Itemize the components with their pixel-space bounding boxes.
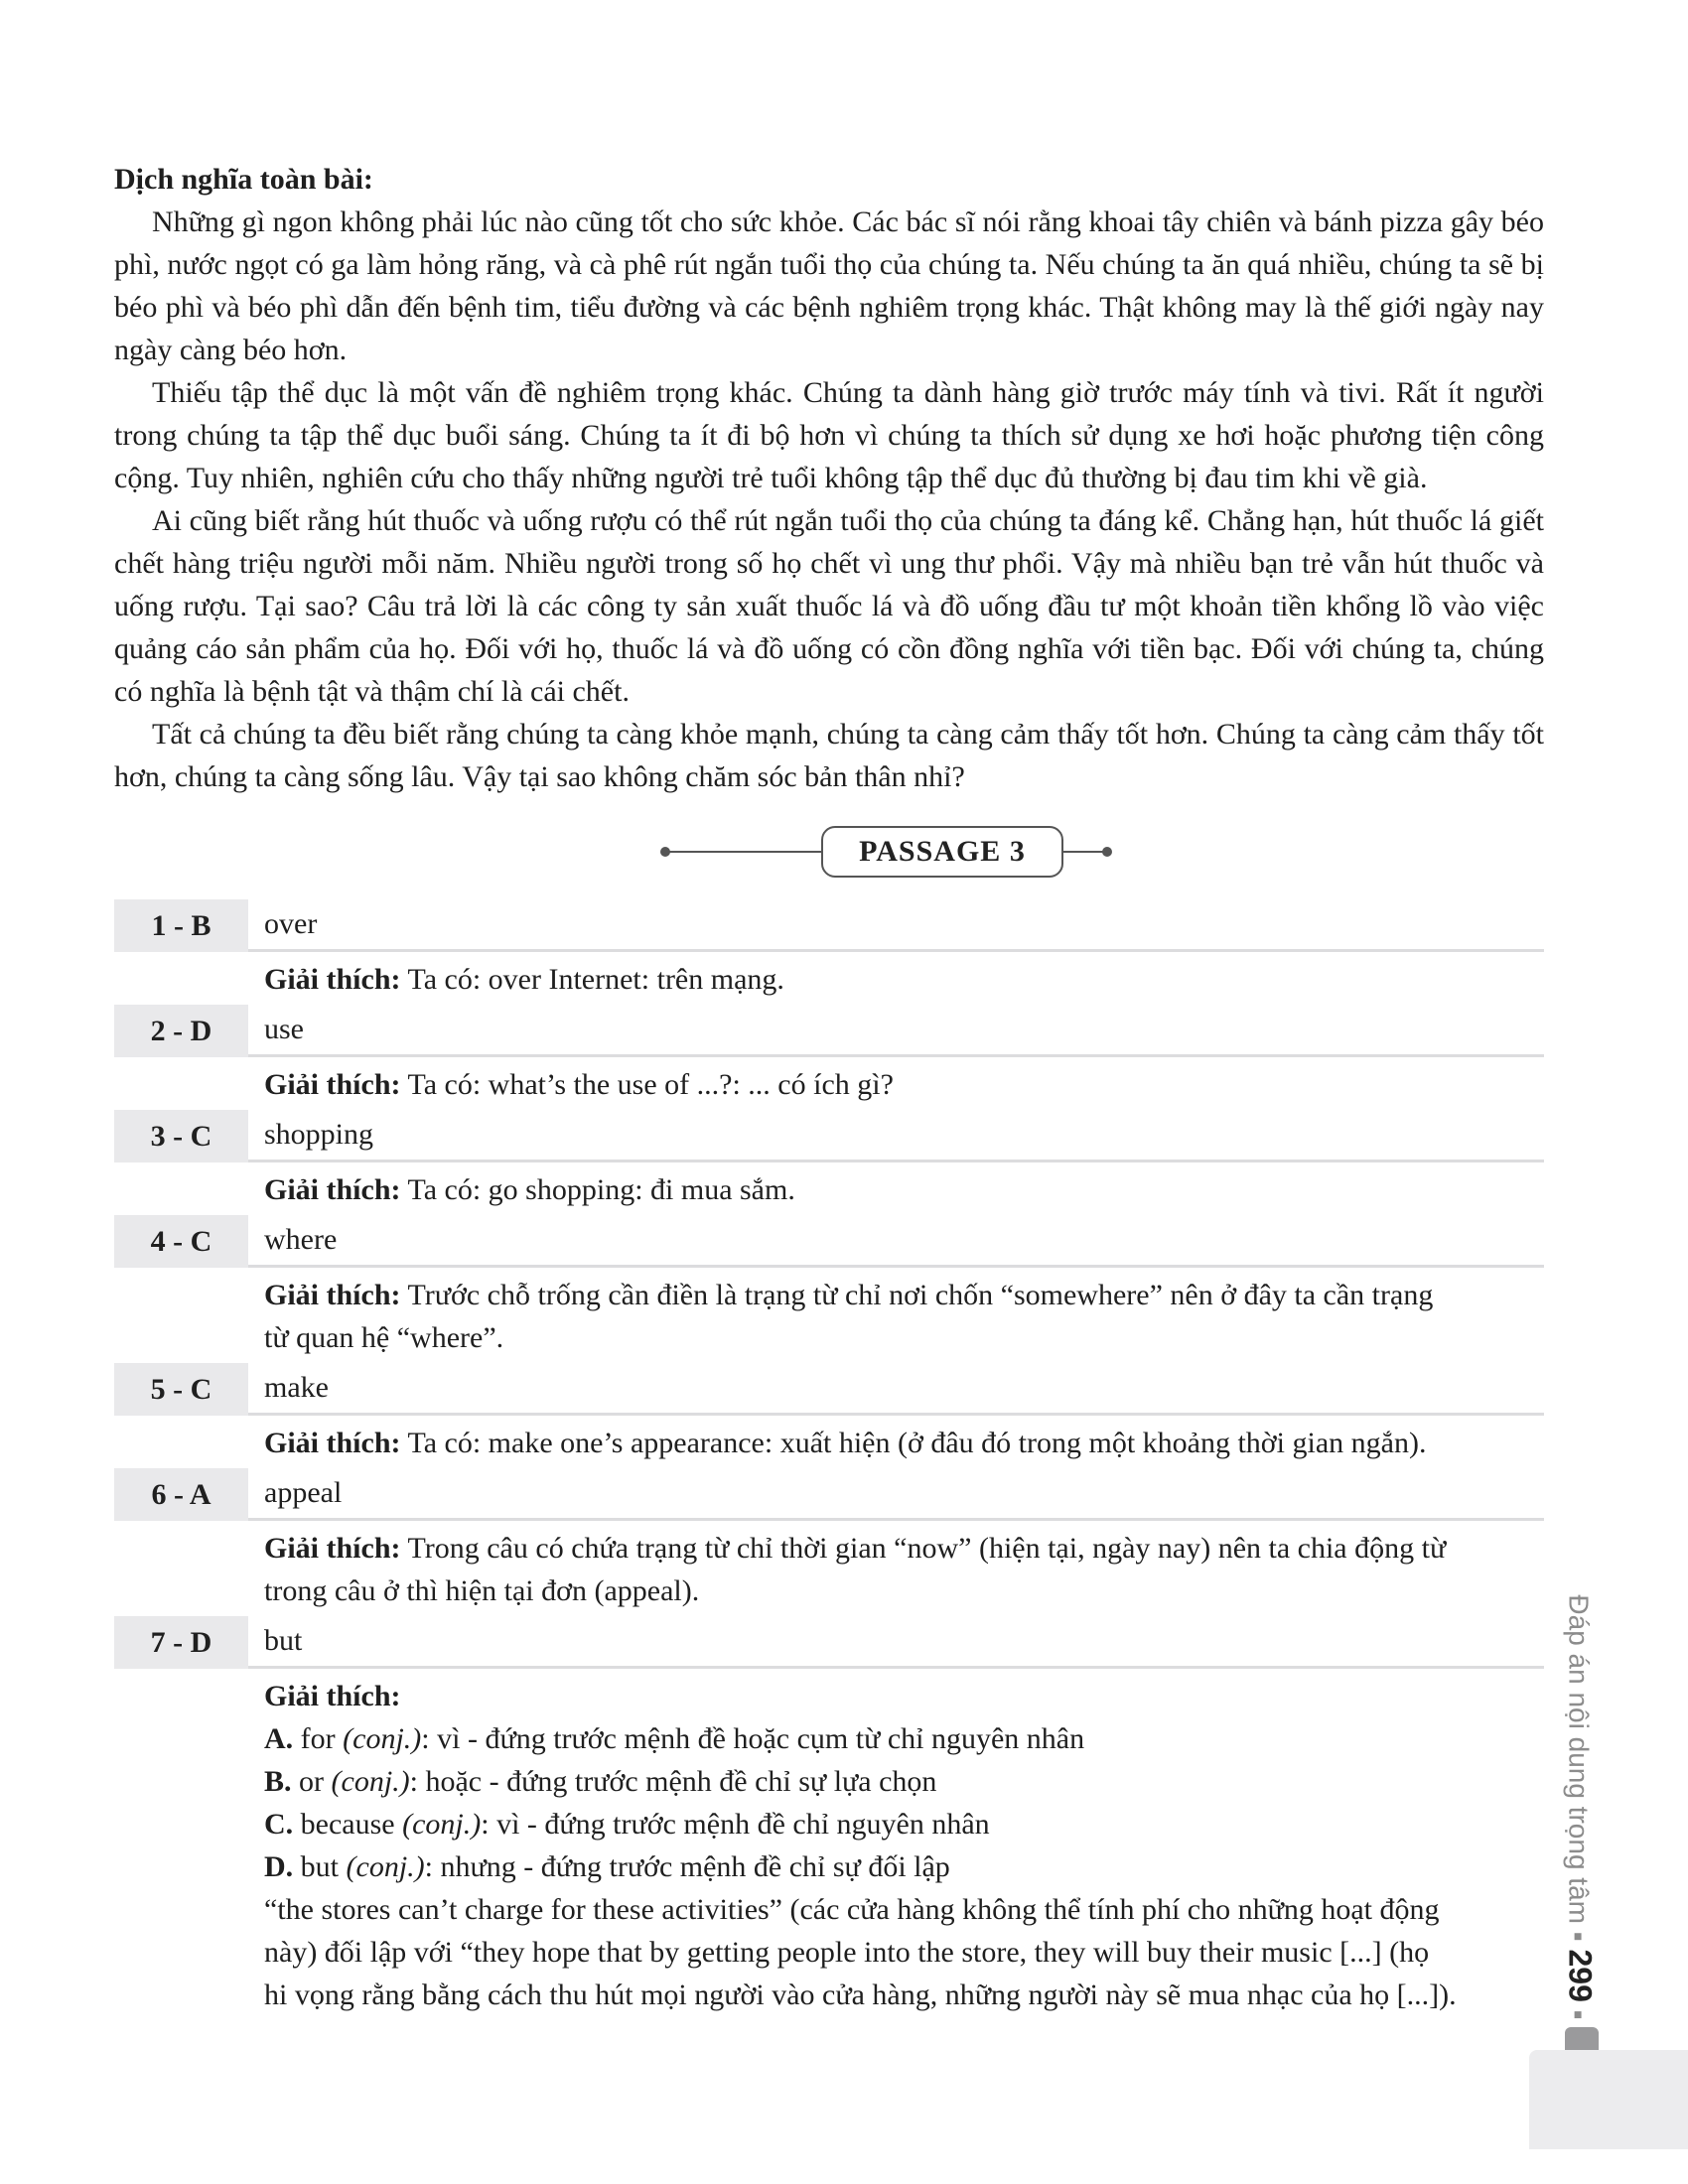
option-line bbox=[264, 1803, 1544, 1845]
option-pos: (conj.) bbox=[402, 1808, 482, 1841]
banner-dot bbox=[660, 847, 670, 857]
explanation-line bbox=[264, 1274, 1544, 1316]
explanation-text: trong câu ở thì hiện tại đơn (appeal). bbox=[264, 1574, 700, 1607]
explanation-text: Trong câu có chứa trạng từ chỉ thời gian “now” (hiện tại, ngày nay) nên ta chia động từ bbox=[407, 1532, 1447, 1565]
translation-paragraph: Thiếu tập thể dục là một vấn đề nghiêm trọng khác. Chúng ta dành hàng giờ trước máy tính và tivi. Rất ít người trong chúng ta tập thể dục buổi sáng. Chúng ta ít đi bộ hơn vì chúng ta thích sử dụng xe hơi hoặc phương tiện công cộng. Tuy nhiên, nghiên cứu cho thấy những người trẻ tuổi không tập thể dục đủ thường bị đau tim khi về già. bbox=[114, 376, 1544, 494]
answer-word: shopping bbox=[248, 1110, 1544, 1162]
answer-number: 4 - C bbox=[114, 1215, 248, 1268]
page-number: 299 bbox=[1562, 1948, 1599, 2002]
explanation-line bbox=[264, 1675, 1544, 1717]
passage-banner bbox=[114, 824, 1544, 880]
answer-word: over bbox=[248, 899, 1544, 952]
translation-paragraph: Những gì ngon không phải lúc nào cũng tốt cho sức khỏe. Các bác sĩ nói rằng khoai tây chiên và bánh pizza gây béo phì, nước ngọt có ga làm hỏng răng, và cà phê rút ngắn tuổi thọ của chúng ta. Nếu chúng ta ăn quá nhiều, chúng ta sẽ bị béo phì và béo phì dẫn đến bệnh tim, tiểu đường và các bệnh nghiêm trọng khác. Thật không may là thế giới ngày nay ngày càng béo hơn. bbox=[114, 205, 1544, 366]
explanation-text: từ quan hệ “where”. bbox=[264, 1321, 504, 1354]
explanation-text: Ta có: go shopping: đi mua sắm. bbox=[407, 1173, 795, 1206]
explanation bbox=[114, 1669, 1544, 2020]
answer-number: 1 - B bbox=[114, 899, 248, 952]
separator-dot: ▪ bbox=[1563, 1931, 1595, 1949]
explanation bbox=[114, 1521, 1544, 1616]
option-word: or bbox=[299, 1765, 325, 1798]
answer-row bbox=[114, 1110, 1544, 1162]
explanation-label: Giải thích: bbox=[264, 1680, 401, 1712]
banner-line bbox=[1057, 851, 1107, 853]
conclusion-line: “the stores can’t charge for these activities” (các cửa hàng không thể tính phí cho những hoạt động bbox=[264, 1893, 1440, 1926]
answer-row bbox=[114, 899, 1544, 952]
answer-row bbox=[114, 1468, 1544, 1521]
explanation-label: Giải thích: bbox=[264, 1427, 401, 1459]
translation-paragraph: Ai cũng biết rằng hút thuốc và uống rượu có thể rút ngắn tuổi thọ của chúng ta đáng kể. Chẳng hạn, hút thuốc lá giết chết hàng triệu người mỗi năm. Nhiều người trong số họ chết vì ung thư phổi. Vậy mà nhiều bạn trẻ vẫn hút thuốc và uống rượu. Tại sao? Câu trả lời là các công ty sản xuất thuốc lá và đồ uống đầu tư một khoản tiền khổng lồ vào việc quảng cáo sản phẩm của họ. Đối với họ, thuốc lá và đồ uống có cồn đồng nghĩa với tiền bạc. Đối với chúng ta, chúng có nghĩa là bệnh tật và thậm chí là cái chết. bbox=[114, 504, 1544, 708]
explanation-label: Giải thích: bbox=[264, 1173, 401, 1206]
answer-number: 2 - D bbox=[114, 1005, 248, 1057]
option-word: because bbox=[300, 1808, 395, 1841]
option-meaning: : vì - đứng trước mệnh đề chỉ nguyên nhân bbox=[481, 1808, 990, 1841]
option-letter: C. bbox=[264, 1808, 294, 1841]
side-running-header bbox=[1557, 1593, 1603, 2020]
answer-word: make bbox=[248, 1363, 1544, 1416]
banner-dot bbox=[1102, 847, 1112, 857]
translation-heading: Dịch nghĩa toàn bài: bbox=[114, 163, 373, 196]
answer-number: 5 - C bbox=[114, 1363, 248, 1416]
option-pos: (conj.) bbox=[331, 1765, 410, 1798]
explanation-label: Giải thích: bbox=[264, 1532, 401, 1565]
answer-word: appeal bbox=[248, 1468, 1544, 1521]
option-meaning: : vì - đứng trước mệnh đề hoặc cụm từ chỉ nguyên nhân bbox=[421, 1722, 1085, 1755]
explanation-text: Ta có: what’s the use of ...?: ... có ích gì? bbox=[407, 1068, 894, 1101]
answer-number: 3 - C bbox=[114, 1110, 248, 1162]
explanation-label: Giải thích: bbox=[264, 1279, 401, 1311]
option-letter: B. bbox=[264, 1765, 292, 1798]
answer-number: 7 - D bbox=[114, 1616, 248, 1669]
option-word: but bbox=[300, 1850, 340, 1883]
page-content bbox=[114, 159, 1544, 2020]
option-line bbox=[264, 1717, 1544, 1760]
explanation-line bbox=[264, 1527, 1544, 1570]
explanation-text: Trước chỗ trống cần điền là trạng từ chỉ nơi chốn “somewhere” nên ở đây ta cần trạng bbox=[407, 1279, 1434, 1311]
section-title: Đáp án nội dung trọng tâm bbox=[1563, 1593, 1595, 1924]
option-line bbox=[264, 1845, 1544, 1888]
answer-number: 6 - A bbox=[114, 1468, 248, 1521]
separator-dot: ▪ bbox=[1563, 2009, 1595, 2020]
option-letter: D. bbox=[264, 1850, 294, 1883]
banner-line bbox=[665, 851, 824, 853]
option-pos: (conj.) bbox=[346, 1850, 425, 1883]
answer-word: where bbox=[248, 1215, 1544, 1268]
explanation bbox=[114, 1162, 1544, 1215]
answer-word: but bbox=[248, 1616, 1544, 1669]
explanation-text: Ta có: over Internet: trên mạng. bbox=[407, 963, 784, 996]
option-letter: A. bbox=[264, 1722, 294, 1755]
explanation bbox=[114, 952, 1544, 1005]
answer-row bbox=[114, 1616, 1544, 1669]
explanation bbox=[114, 1416, 1544, 1468]
answer-word: use bbox=[248, 1005, 1544, 1057]
conclusion-line: hi vọng rằng bằng cách thu hút mọi người vào cửa hàng, những người này sẽ mua nhạc của họ [...]). bbox=[264, 1979, 1457, 2011]
conclusion-line: này) đối lập với “they hope that by getting people into the store, they will buy their music [...] (họ bbox=[264, 1936, 1430, 1969]
translation-paragraph: Tất cả chúng ta đều biết rằng chúng ta càng khỏe mạnh, chúng ta càng cảm thấy tốt hơn. Chúng ta càng cảm thấy tốt hơn, chúng ta càng sống lâu. Vậy tại sao không chăm sóc bản thân nhỉ? bbox=[114, 718, 1544, 793]
option-pos: (conj.) bbox=[343, 1722, 422, 1755]
page-corner-tab bbox=[1529, 2050, 1688, 2149]
option-line bbox=[264, 1760, 1544, 1803]
answer-row bbox=[114, 1005, 1544, 1057]
explanation bbox=[114, 1268, 1544, 1363]
answer-row bbox=[114, 1363, 1544, 1416]
explanation bbox=[114, 1057, 1544, 1110]
explanation-label: Giải thích: bbox=[264, 963, 401, 996]
option-word: for bbox=[300, 1722, 336, 1755]
option-meaning: : hoặc - đứng trước mệnh đề chỉ sự lựa chọn bbox=[409, 1765, 937, 1798]
explanation-label: Giải thích: bbox=[264, 1068, 401, 1101]
passage-title: PASSAGE 3 bbox=[821, 826, 1063, 878]
explanation-text: Ta có: make one’s appearance: xuất hiện (ở đâu đó trong một khoảng thời gian ngắn). bbox=[407, 1427, 1427, 1459]
answer-row bbox=[114, 1215, 1544, 1268]
option-meaning: : nhưng - đứng trước mệnh đề chỉ sự đối lập bbox=[424, 1850, 950, 1883]
